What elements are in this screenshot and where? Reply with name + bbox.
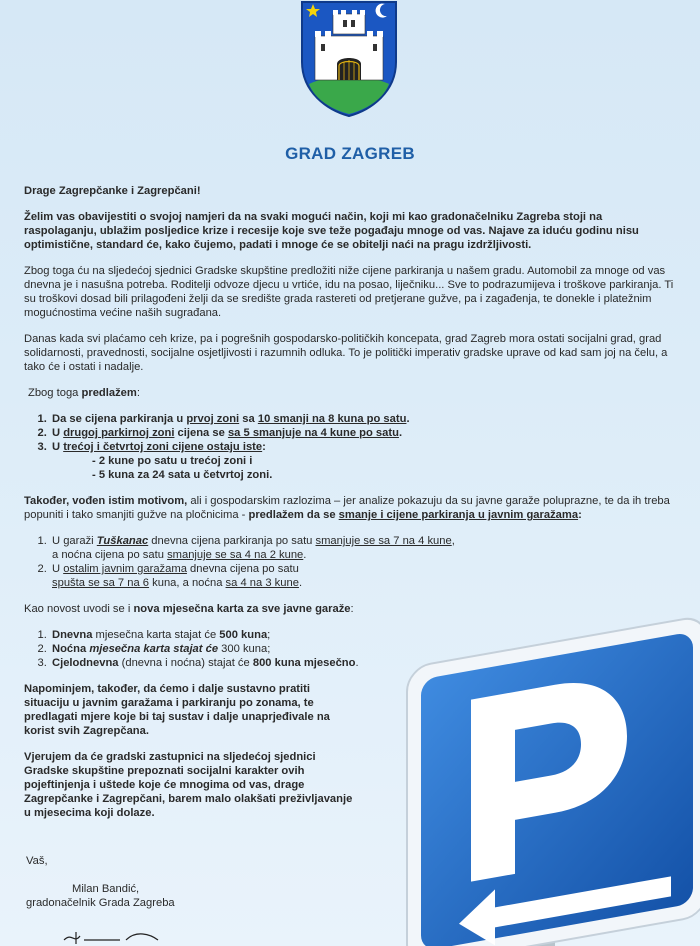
- paragraph-5: Kao novost uvodi se i nova mjesečna karta za sve javne garaže:: [24, 603, 354, 615]
- list-item: 2. U drugoj parkirnoj zoni cijena se sa 5 smanjuje na 4 kune po satu.: [50, 426, 676, 440]
- paragraph-7: Vjerujem da će gradski zastupnici na sljedećoj sjednici Gradske skupštine prepoznati socijalni karakter ovih pojeftinjenja i uštede koje će mnogima od vas, drage Zagrepčanke i Zagrepčani, barem malo olakšati preživljavanje u mjesecima koji dolaze.: [24, 751, 353, 819]
- paragraph-2: Zbog toga ću na sljedećoj sjednici Gradske skupštine predložiti niže cijene parkiranja u našem gradu. Automobil za mnoge od vas dnevna je i nasušna potreba. Roditelji odvoze djecu u vrtiće, idu na posao, liječniku... Sve to podrazumijeva i troškove parkiranja. Ti su troškovi dosad bili prilagođeni želji da se središte grada rastereti od pretjerane gužve, pa i zagađenja, te donekle i platežnim mogućnostima većine naših sugrađana.: [24, 265, 674, 319]
- list-item: 3. Cjelodnevna (dnevna i noćna) stajat će 800 kuna mjesečno.: [50, 656, 676, 670]
- list-item: 2. U ostalim javnim garažama dnevna cijena po satu spušta se sa 7 na 6 kuna, a noćna sa 4 na 3 kune.: [50, 562, 676, 590]
- paragraph-4: Također, vođen istim motivom, ali i gospodarskim razlozima – jer analize pokazuju da su javne garaže poluprazne, te da ih treba popuniti i tako smanjiti gužve na pločnicima - predlažem da se smanje i cijene parkiranja u javnim garažama:: [24, 495, 670, 521]
- handwritten-signature: [60, 928, 170, 946]
- garage-price-list: [24, 534, 676, 590]
- signer-role: gradonačelnik Grada Zagreba: [26, 897, 175, 909]
- greeting: Drage Zagrepčanke i Zagrepčani!: [24, 185, 201, 197]
- parking-sign-icon: [395, 595, 700, 946]
- list-item: 3. U trećoj i četvrtoj zoni cijene ostaju iste: - 2 kune po satu u trećoj zoni i - 5 kuna za 24 sata u četvrtoj zoni.: [50, 440, 676, 482]
- zagreb-coat-of-arms-icon: [299, 0, 399, 118]
- list-item: 1. U garaži Tuškanac dnevna cijena parkiranja po satu smanjuje se sa 7 na 4 kune, a noćna cijena po satu smanjuje se sa 4 na 2 kune.: [50, 534, 676, 562]
- closing: Vaš,: [26, 855, 48, 867]
- list-item: 1. Da se cijena parkiranja u prvoj zoni sa 10 smanji na 8 kuna po satu.: [50, 412, 676, 426]
- list-item: 1. Dnevna mjesečna karta stajat će 500 kuna;: [50, 628, 676, 642]
- list-item: 2. Noćna mjesečna karta stajat će 300 kuna;: [50, 642, 676, 656]
- proposal-intro: Zbog toga predlažem:: [28, 387, 140, 399]
- paragraph-6: Napominjem, također, da ćemo i dalje sustavno pratiti situaciju u javnim garažama i parkiranju po zonama, te predlagati mjere koje bi taj sustav i dalje unaprjeđivale na korist svih Zagrepčana.: [24, 683, 330, 737]
- signer-name: Milan Bandić,: [72, 883, 140, 895]
- paragraph-1: Želim vas obavijestiti o svojoj namjeri da na svaki mogući način, koji mi kao gradonačelniku Zagreba stoji na raspolaganju, ublažim posljedice krize i recesije koje sve teže pogađaju mnoge od vas. Najave za iduću godinu nisu optimistične, standard će, kako čujemo, padati i mnoge će se obitelji naći na pragu izdržljivosti.: [24, 211, 639, 251]
- signature-block: [26, 854, 175, 910]
- zone-price-list: [24, 412, 676, 482]
- paragraph-3: Danas kada svi plaćamo ceh krize, pa i pogrešnih gospodarsko-političkih koncepata, grad Zagreb mora ostati socijalni grad, grad solidarnosti, pravednosti, socijalne osjetljivosti i razumnih odluka. To je politički imperativ gradske uprave od kad sam joj na čelu, a tako će i ostati i nadalje.: [24, 333, 668, 373]
- page-title: GRAD ZAGREB: [285, 144, 415, 163]
